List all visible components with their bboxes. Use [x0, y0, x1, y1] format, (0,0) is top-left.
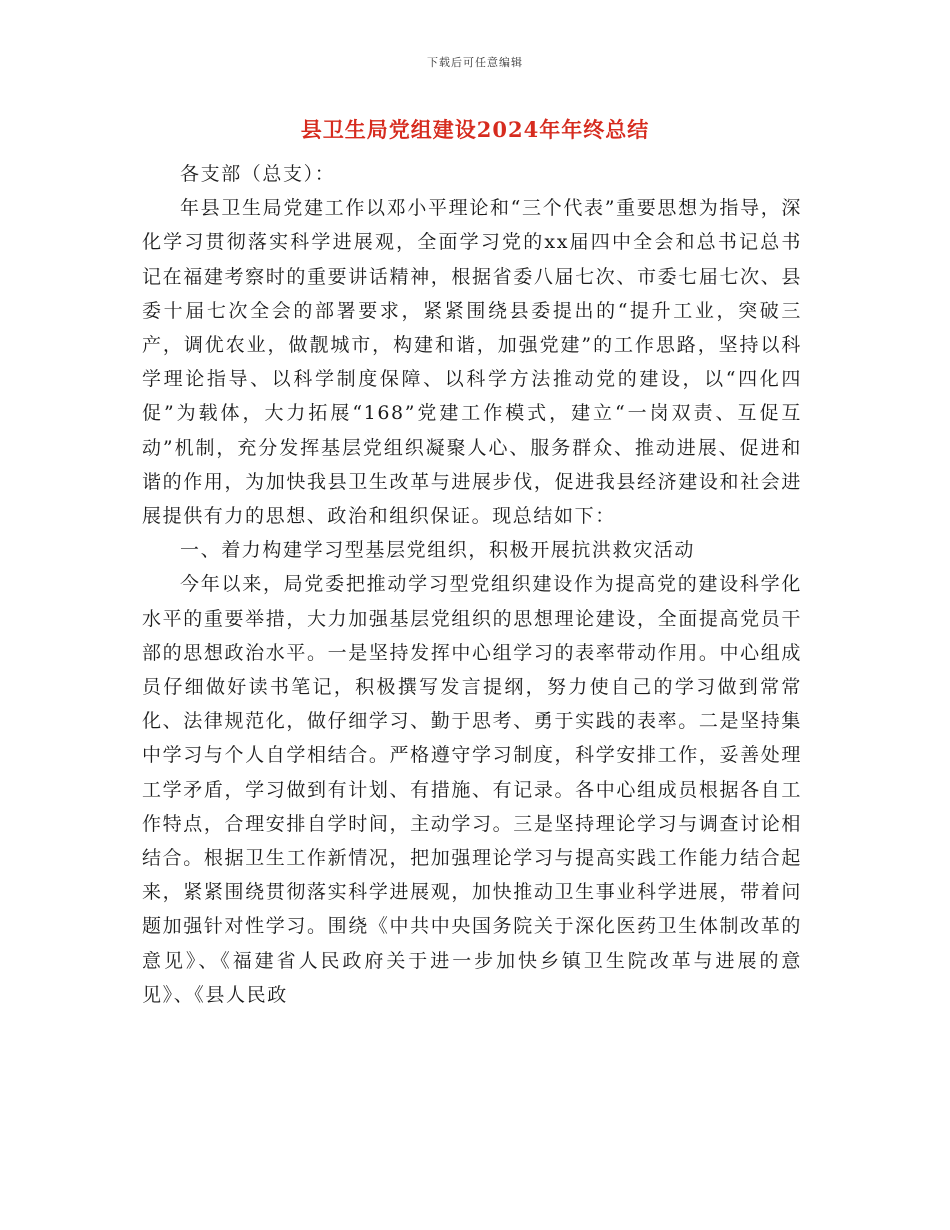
- paragraph-section-1: 今年以来，局党委把推动学习型党组织建设作为提高党的建设科学化水平的重要举措，大力加强基层党组织的思想理论建设，全面提高党员干部的思想政治水平。一是坚持发挥中心组学习的表率带动作用。中心组成员仔细做好读书笔记，积极撰写发言提纲，努力使自己的学习做到常常化、法律规范化，做仔细学习、勤于思考、勇于实践的表率。二是坚持集中学习与个人自学相结合。严格遵守学习制度，科学安排工作，妥善处理工学矛盾，学习做到有计划、有措施、有记录。各中心组成员根据各自工作特点，合理安排自学时间，主动学习。三是坚持理论学习与调查讨论相结合。根据卫生工作新情况，把加强理论学习与提高实践工作能力结合起来，紧紧围绕贯彻落实科学进展观，加快推动卫生事业科学进展，带着问题加强针对性学习。围绕《中共中央国务院关于深化医药卫生体制改革的意见》、《福建省人民政府关于进一步加快乡镇卫生院改革与进展的意见》、《县人民政: [142, 573, 802, 1006]
- document-title: 县卫生局党组建设2024年年终总结: [300, 117, 650, 142]
- header-note: 下载后可任意编辑: [427, 56, 523, 69]
- paragraph-intro: 年县卫生局党建工作以邓小平理论和“三个代表”重要思想为指导，深化学习贯彻落实科学进展观，全面学习党的xx届四中全会和总书记总书记在福建考察时的重要讲话精神，根据省委八届七次、市委七届七次、县委十届七次全会的部署要求，紧紧围绕县委提出的“提升工业，突破三产，调优农业，做靓城市，构建和谐，加强党建”的工作思路，坚持以科学理论指导、以科学制度保障、以科学方法推动党的建设，以“四化四促”为载体，大力拓展“168”党建工作模式，建立“一岗双责、互促互动”机制，充分发挥基层党组织凝聚人心、服务群众、推动进展、促进和谐的作用，为加快我县卫生改革与进展步伐，促进我县经济建设和社会进展提供有力的思想、政治和组织保证。现总结如下：: [142, 197, 802, 528]
- section-heading-1: 一、着力构建学习型基层党组织，积极开展抗洪救灾活动: [180, 539, 696, 562]
- salutation: 各支部（总支）：: [180, 163, 336, 185]
- document-body: [142, 157, 802, 1012]
